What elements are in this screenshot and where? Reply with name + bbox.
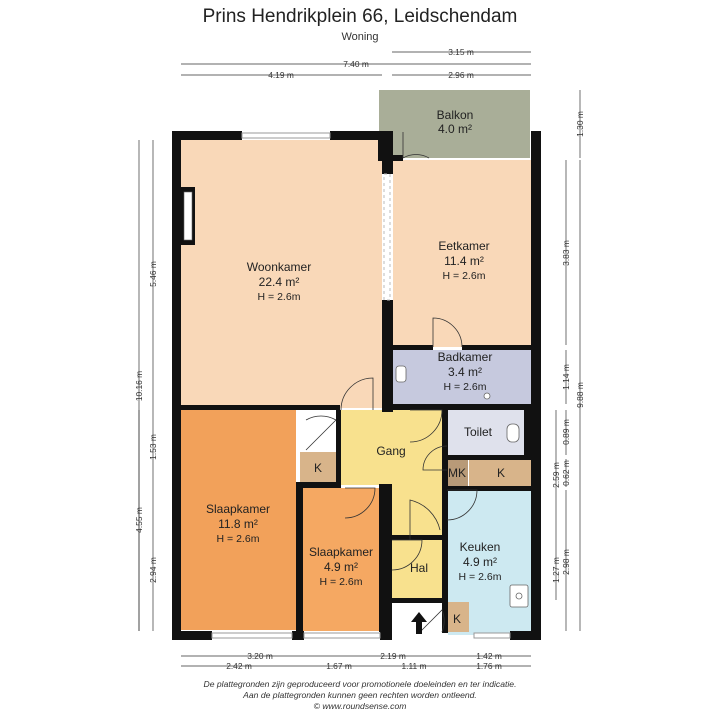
storage-k3-label: K xyxy=(452,612,462,626)
wall-bad-bottom xyxy=(393,404,533,410)
gang-name: Gang xyxy=(376,444,406,458)
wall-outer-left xyxy=(172,131,181,640)
wall-toilet-bottom xyxy=(446,455,533,460)
wall-slaap-divider xyxy=(296,482,303,632)
wall-eetkamer-top xyxy=(393,155,403,161)
dim-top-3-15: 3.15 m xyxy=(448,47,474,57)
slaapkamer-2-height: H = 2.6m xyxy=(319,576,363,588)
wall-slaap-top xyxy=(296,482,341,488)
door-slaap-1 xyxy=(306,416,336,450)
slaapkamer-1-height: H = 2.6m xyxy=(216,533,260,545)
keuken-area: 4.9 m² xyxy=(462,555,498,569)
dim-right-2-59: 2.59 m xyxy=(551,462,561,488)
wall-eetkamer-bad xyxy=(393,345,433,350)
eetkamer-name: Eetkamer xyxy=(438,239,490,253)
window-bottom-mid xyxy=(304,633,380,638)
dim-right-9-88: 9.88 m xyxy=(575,382,585,408)
keuken-tap xyxy=(516,593,522,599)
wall-keuken-bottom-right xyxy=(510,631,540,640)
balkon-area: 4.0 m² xyxy=(437,122,473,136)
woonkamer-area: 22.4 m² xyxy=(258,275,300,289)
dim-bottom-1-11: 1.11 m xyxy=(401,661,427,671)
window-woonkamer-top xyxy=(242,133,330,138)
wall-living-bottom xyxy=(180,405,340,410)
slaapkamer-2-area: 4.9 m² xyxy=(323,560,359,574)
woonkamer-name: Woonkamer xyxy=(246,260,312,274)
dim-bottom-3-20: 3.20 m xyxy=(247,651,273,661)
wall-outer-top-left xyxy=(172,131,242,140)
dim-right-1-14: 1.14 m xyxy=(561,364,571,390)
disclaimer-line-1: De plattegronden zijn geproduceerd voor promotionele doeleinden en ter indicatie. xyxy=(203,679,517,689)
keuken-name: Keuken xyxy=(459,540,501,554)
wall-outer-bottom-mid xyxy=(292,631,304,640)
eetkamer-area: 11.4 m² xyxy=(444,254,484,268)
wall-keuken-left xyxy=(442,408,448,633)
storage-k1-label: K xyxy=(313,461,323,475)
window-bottom-left xyxy=(212,633,292,638)
dim-bottom-1-67: 1.67 m xyxy=(326,661,352,671)
dim-right-0-62: 0.62 m xyxy=(561,460,571,486)
wall-living-divider-lower xyxy=(382,300,393,412)
badkamer-area: 3.4 m² xyxy=(447,365,483,379)
dim-right-2-98: 2.98 m xyxy=(561,549,571,575)
badkamer-name: Badkamer xyxy=(437,350,493,364)
dim-right-0-89: 0.89 m xyxy=(561,419,571,445)
balkon-name: Balkon xyxy=(436,108,474,122)
wall-gang-right xyxy=(379,484,392,632)
window-keuken-bottom xyxy=(474,633,510,638)
wall-living-divider xyxy=(382,140,393,174)
toilet-bowl xyxy=(507,424,519,442)
dim-right-1-30: 1.30 m xyxy=(575,111,585,137)
wall-gang-left xyxy=(336,410,341,488)
dim-right-3-83: 3.83 m xyxy=(561,240,571,266)
dim-left-1-53: 1.53 m xyxy=(148,434,158,460)
wall-toilet-right xyxy=(524,410,533,455)
slaapkamer-2-name: Slaapkamer xyxy=(308,545,374,559)
dim-bottom-1-42: 1.42 m xyxy=(476,651,502,661)
dim-bottom-2-42: 2.42 m xyxy=(226,661,252,671)
dim-left-4-55: 4.55 m xyxy=(134,507,144,533)
wall-outer-bottom-left xyxy=(172,631,212,640)
window-divider-glass xyxy=(384,174,390,300)
dim-right-1-27: 1.27 m xyxy=(551,557,561,583)
disclaimer-line-2: Aan de plattegronden kunnen geen rechten worden ontleend. xyxy=(243,690,477,700)
slaapkamer-1-name: Slaapkamer xyxy=(205,502,271,516)
storage-k2-label: K xyxy=(496,466,506,480)
copyright-link[interactable]: © www.roundsense.com xyxy=(313,701,407,711)
dim-top-2-96: 2.96 m xyxy=(448,70,474,80)
dim-left-2-94: 2.94 m xyxy=(148,557,158,583)
chimney-inner xyxy=(184,192,192,240)
eetkamer-height: H = 2.6m xyxy=(442,270,486,282)
bad-drain xyxy=(484,393,490,399)
keuken-height: H = 2.6m xyxy=(458,571,502,583)
dim-left-10-16: 10.16 m xyxy=(134,370,144,402)
dim-top-4-19: 4.19 m xyxy=(268,70,294,80)
wall-hal-top xyxy=(390,535,447,540)
wall-outer-bottom-right xyxy=(380,631,392,640)
entrance-arrow-icon xyxy=(411,612,427,634)
woonkamer-height: H = 2.6m xyxy=(257,291,301,303)
wall-hal-bottom xyxy=(388,598,448,603)
bad-sink xyxy=(396,366,406,382)
hal-name: Hal xyxy=(409,561,429,575)
page-title: Prins Hendrikplein 66, Leidschendam xyxy=(202,6,518,27)
dim-top-7-40: 7.40 m xyxy=(343,59,369,69)
badkamer-height: H = 2.6m xyxy=(443,381,487,393)
disclaimer xyxy=(0,679,720,712)
dim-left-5-46: 5.46 m xyxy=(148,261,158,287)
woonkamer-fill xyxy=(180,140,382,408)
slaapkamer-1-area: 11.8 m² xyxy=(218,517,258,531)
storage-mk-label: MK xyxy=(448,466,466,480)
page-subtitle: Woning xyxy=(341,31,379,43)
toilet-name: Toilet xyxy=(463,425,493,439)
dim-bottom-2-19: 2.19 m xyxy=(380,651,406,661)
dim-bottom-1-76: 1.76 m xyxy=(476,661,502,671)
wall-outer-right xyxy=(531,131,541,640)
